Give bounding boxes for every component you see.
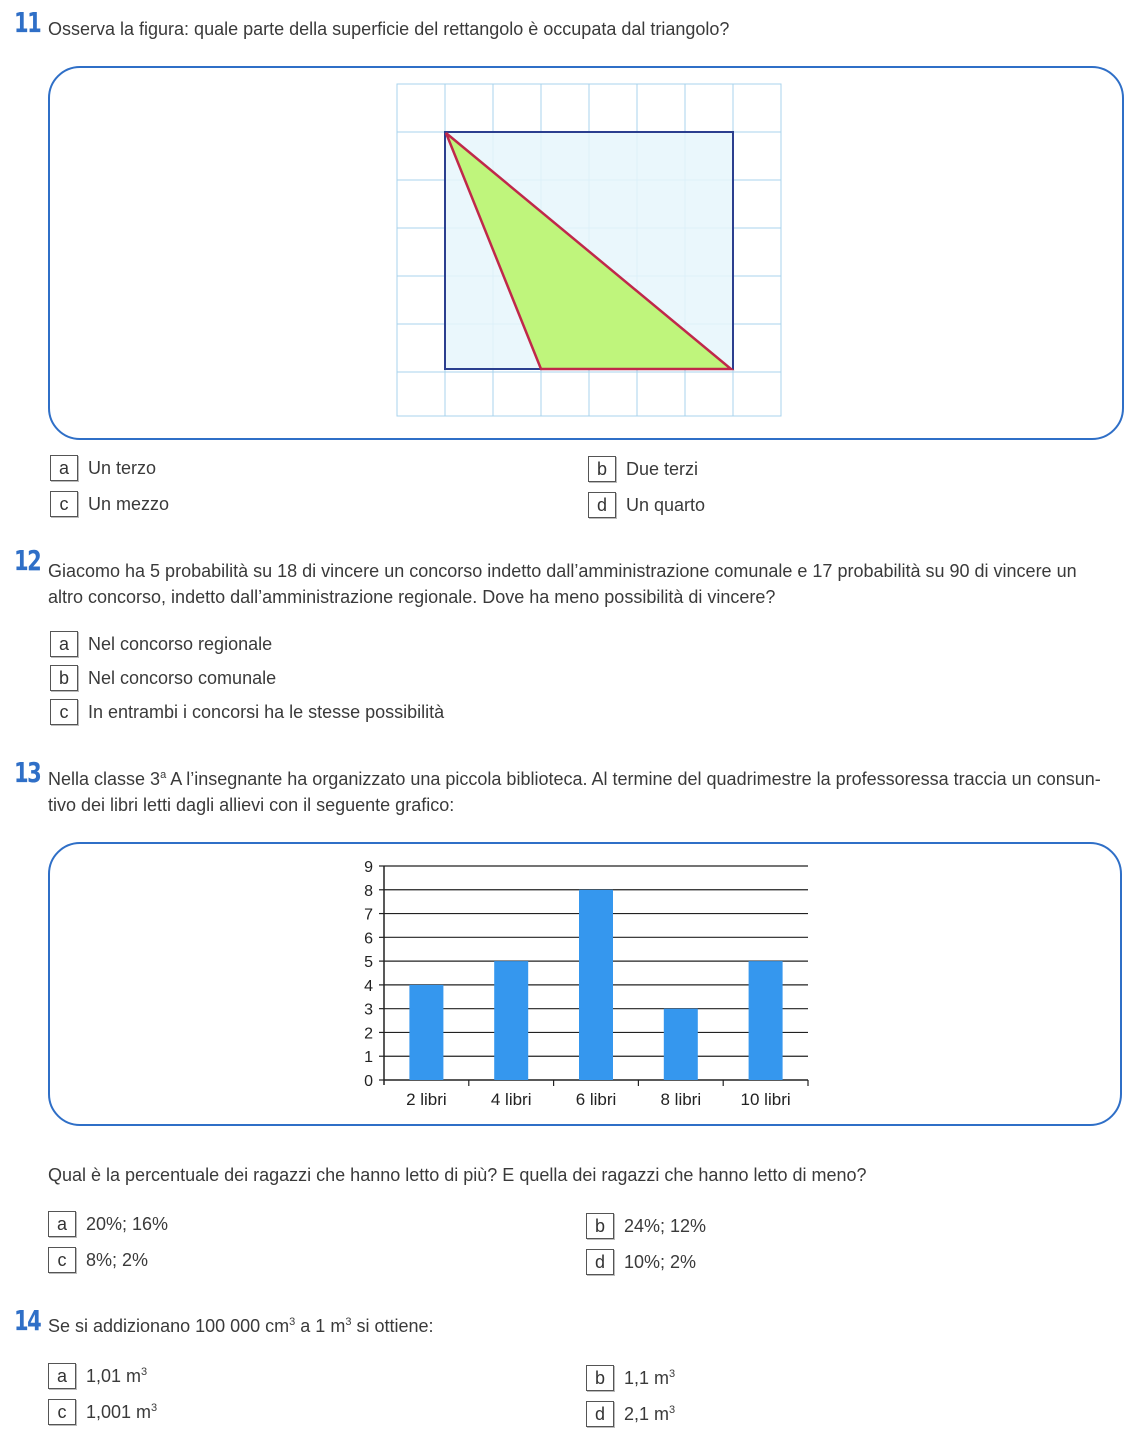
option-label: 1,001 $m^3$ [86,1401,158,1422]
question-11-text: Osserva la figura: quale parte della superficie del rettangolo è occupata dal triangolo? [48,19,730,39]
y-tick-label: 0 [364,1073,373,1090]
option-label: Un quarto [626,494,706,515]
option-14-d[interactable] [586,1400,675,1428]
option-letter: b [586,1213,614,1239]
option-label: 8%; 2% [86,1249,149,1270]
question-14-text: Se si addizionano 100 000 $cm^3$ a 1 $m^3$ si ottiene: [48,1316,434,1336]
option-letter: d [586,1249,614,1275]
question-13-text-line2: tivo dei libri letti dagli allievi con il seguente grafico: [48,795,455,815]
option-letter: c [50,699,78,725]
option-letter: b [50,665,78,691]
option-14-c[interactable] [48,1398,157,1426]
bar [664,1009,698,1080]
question-12-text-line2: altro concorso, indetto dall’amministrazione regionale. Dove ha meno possibilità di vincere? [48,587,776,607]
option-letter: a [48,1211,76,1237]
option-label: 1,01 $m^3$ [86,1365,148,1386]
option-letter: d [588,492,616,518]
option-14-a[interactable] [48,1362,147,1390]
option-label: In entrambi i concorsi ha le stesse possibilità [88,701,445,722]
option-label: 1,1 $m^3$ [624,1367,676,1388]
x-tick-label: 6 libri [575,1090,617,1109]
question-number-12: 12 [14,544,41,577]
bar [579,890,613,1080]
option-13-d[interactable] [586,1248,696,1276]
option-label: Un mezzo [88,493,170,514]
option-label: 20%; 16% [86,1213,169,1234]
y-tick-label: 1 [364,1049,373,1067]
option-label: Due terzi [626,458,699,479]
option-label: 24%; 12% [624,1215,707,1236]
question-13-subquestion: Qual è la percentuale dei ragazzi che hanno letto di più? E quella dei ragazzi che hanno letto di meno? [48,1165,867,1185]
bar [749,961,783,1080]
option-letter: b [586,1365,614,1391]
option-14-b[interactable] [586,1364,675,1392]
option-13-a[interactable] [48,1210,168,1238]
option-13-c[interactable] [48,1246,148,1274]
y-tick-label: 5 [364,954,373,972]
option-label: 10%; 2% [624,1251,697,1272]
y-tick-label: 8 [364,882,373,900]
question-12-text-line1: Giacomo ha 5 probabilità su 18 di vincere un concorso indetto dall’amministrazione comunale e 17 probabilità su 90 di vincere un [48,561,1077,581]
option-label: Nel concorso regionale [88,633,273,654]
option-label: Un terzo [88,457,157,478]
x-tick-label: 4 libri [490,1090,532,1109]
option-13-b[interactable] [586,1212,706,1240]
option-letter: d [586,1401,614,1427]
question-13-text-line1: Nella classe 3$^a$ A l’insegnante ha organizzato una piccola biblioteca. Al termine del quadrimestre la professoressa traccia un consun- [48,769,1101,789]
option-letter: c [48,1247,76,1273]
question-number-13: 13 [14,756,41,789]
option-letter: c [50,491,78,517]
option-letter: a [50,455,78,481]
option-label: 2,1 $m^3$ [624,1403,676,1424]
option-letter: b [588,456,616,482]
y-tick-label: 7 [364,906,373,924]
option-letter: a [48,1363,76,1389]
option-label: Nel concorso comunale [88,667,277,688]
bar [494,961,528,1080]
y-tick-label: 9 [364,859,373,876]
y-tick-label: 6 [364,930,373,948]
bar [409,985,443,1080]
x-tick-label: 2 libri [406,1090,447,1109]
question-number-11: 11 [14,6,41,39]
y-tick-label: 3 [364,1001,373,1019]
option-letter: a [50,631,78,657]
x-tick-label: 8 libri [660,1090,702,1109]
question-number-14: 14 [14,1304,41,1337]
y-tick-label: 4 [364,977,373,995]
x-tick-label: 10 libri [740,1090,791,1109]
y-tick-label: 2 [364,1025,373,1043]
option-letter: c [48,1399,76,1425]
